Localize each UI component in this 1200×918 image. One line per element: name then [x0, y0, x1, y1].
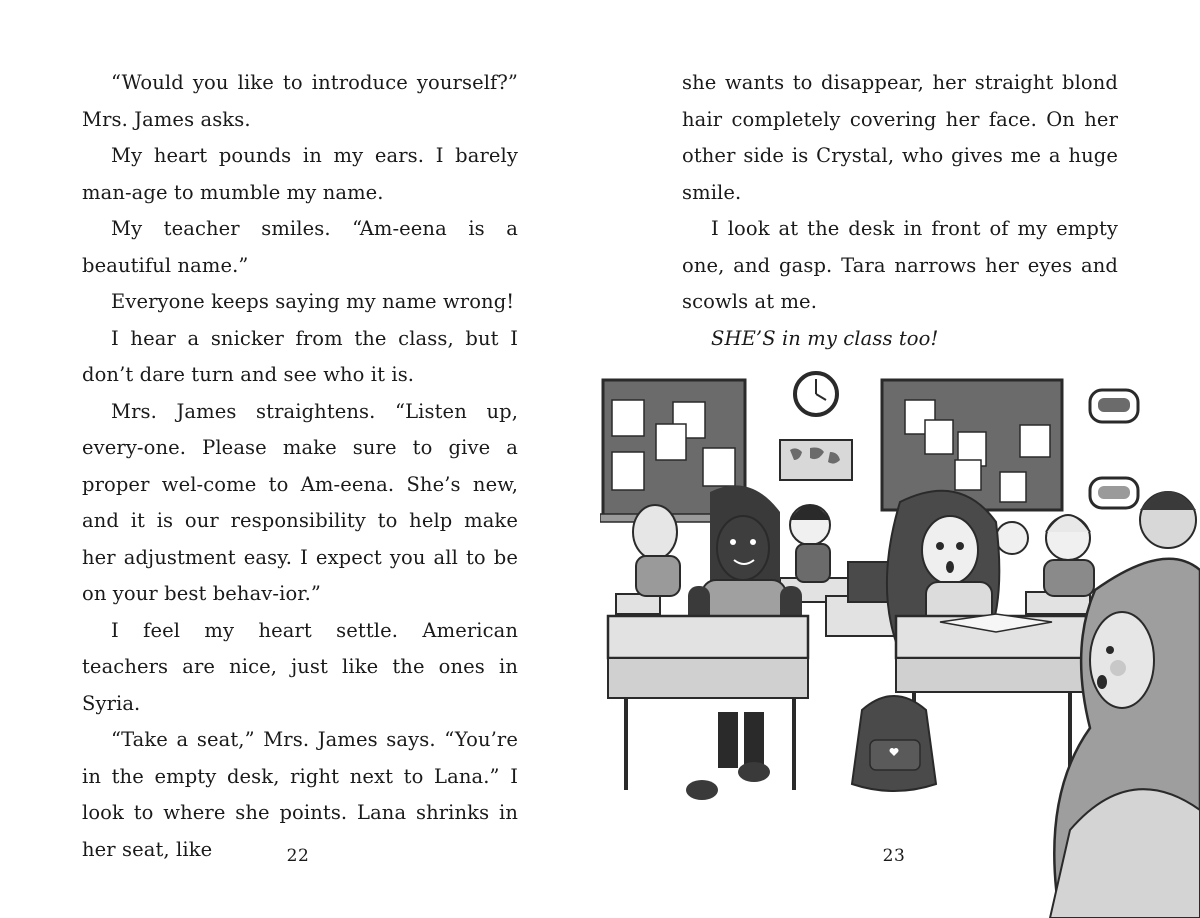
teacher-figure	[1140, 491, 1196, 548]
left-page-text	[82, 65, 518, 868]
speech-bubble-icon	[1090, 390, 1138, 508]
paragraph: “Take a seat,” Mrs. James says. “You’re in the empty desk, right next to Lana.” I look to where she points. Lana shrinks in her seat, like	[82, 728, 518, 861]
student-back-far	[996, 522, 1028, 554]
paragraph: I feel my heart settle. American teachers are nice, just like the ones in Syria.	[82, 618, 518, 715]
paragraph: My teacher smiles. “Am-eena is a beautiful name.”	[82, 217, 518, 277]
right-page-text	[682, 65, 1118, 357]
student-back-right	[1044, 515, 1094, 596]
paragraph: I look at the desk in front of my empty one, and gasp. Tara narrows her eyes and scowls at me.	[682, 217, 1118, 313]
student-back-left	[633, 505, 680, 596]
classroom-illustration	[600, 360, 1200, 918]
clock-icon	[795, 373, 837, 415]
paragraph: I hear a snicker from the class, but I don’t dare turn and see who it is.	[82, 326, 518, 386]
paragraph: “Would you like to introduce yourself?” Mrs. James asks.	[82, 71, 518, 131]
backpack-icon	[852, 696, 936, 791]
paragraph: Mrs. James straightens. “Listen up, every-one. Please make sure to give a proper wel-come to Am-eena. She’s new, and it is our responsibility to help make her adjustment easy. I expect you all to be on your best behav-ior.”	[82, 399, 518, 605]
page-number: 22	[286, 846, 310, 866]
page-number: 23	[882, 846, 906, 866]
paragraph: she wants to disappear, her straight blond hair completely covering her face. On her other side is Crystal, who gives me a huge smile.	[682, 71, 1118, 204]
student-back-middle	[790, 505, 830, 582]
right-page	[600, 0, 1200, 918]
front-desk-left	[608, 616, 808, 790]
paragraph: My heart pounds in my ears. I barely man-age to mumble my name.	[82, 144, 518, 204]
world-map-icon	[780, 440, 852, 480]
paragraph: Everyone keeps saying my name wrong!	[111, 290, 515, 313]
paragraph: SHE’S in my class too!	[711, 326, 939, 350]
bulletin-board-right	[882, 380, 1062, 510]
